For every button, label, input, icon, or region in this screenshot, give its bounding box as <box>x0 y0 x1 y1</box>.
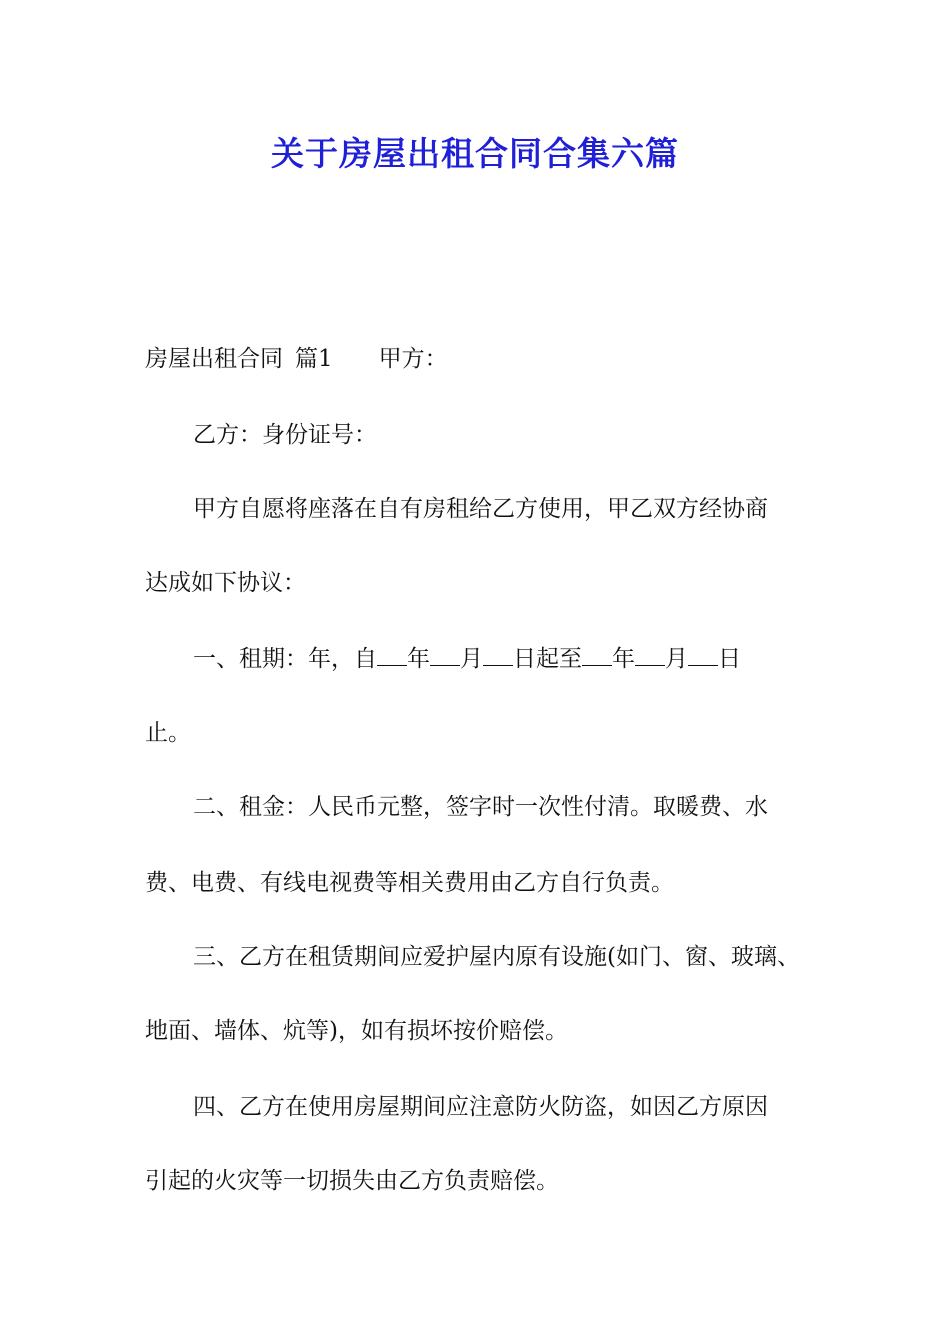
blank-field <box>688 645 718 666</box>
facility-clause-line-2: 地面、墙体、炕等)，如有损坏按价赔偿。 <box>145 1018 568 1044</box>
document-title: 关于房屋出租合同合集六篇 <box>271 134 679 173</box>
intro-paragraph-line-1: 甲方自愿将座落在自有房租给乙方使用，甲乙双方经协商 <box>193 496 768 522</box>
blank-field <box>483 645 513 666</box>
blank-field <box>430 645 460 666</box>
term-year-2: 年 <box>612 646 635 672</box>
blank-field <box>635 645 665 666</box>
rent-clause-line-1: 二、租金：人民币元整，签字时一次性付清。取暖费、水 <box>193 794 768 820</box>
safety-clause-line-1: 四、乙方在使用房屋期间应注意防火防盗，如因乙方原因 <box>193 1094 768 1120</box>
contract-heading-line <box>145 344 448 374</box>
contract-name: 房屋出租合同 <box>145 346 283 372</box>
contract-part: 篇1 <box>295 346 333 372</box>
term-day-1: 日起至 <box>513 646 582 672</box>
intro-paragraph-line-2: 达成如下协议： <box>145 570 306 596</box>
facility-clause-line-1: 三、乙方在租赁期间应爱护屋内原有设施(如门、窗、玻璃、 <box>193 944 800 970</box>
term-year-1: 年 <box>407 646 430 672</box>
term-prefix: 一、租期：年，自 <box>193 646 377 672</box>
term-day-2: 日 <box>718 646 741 672</box>
term-clause-line-2: 止。 <box>145 720 191 746</box>
term-month-2: 月 <box>665 646 688 672</box>
term-month-1: 月 <box>460 646 483 672</box>
party-a-label: 甲方： <box>378 346 448 372</box>
term-clause-line-1 <box>193 644 741 674</box>
rent-clause-line-2: 费、电费、有线电视费等相关费用由乙方自行负责。 <box>145 870 674 896</box>
blank-field <box>582 645 612 666</box>
blank-field <box>377 645 407 666</box>
safety-clause-line-2: 引起的火灾等一切损失由乙方负责赔偿。 <box>145 1168 559 1194</box>
party-b-line: 乙方：身份证号： <box>193 422 377 448</box>
